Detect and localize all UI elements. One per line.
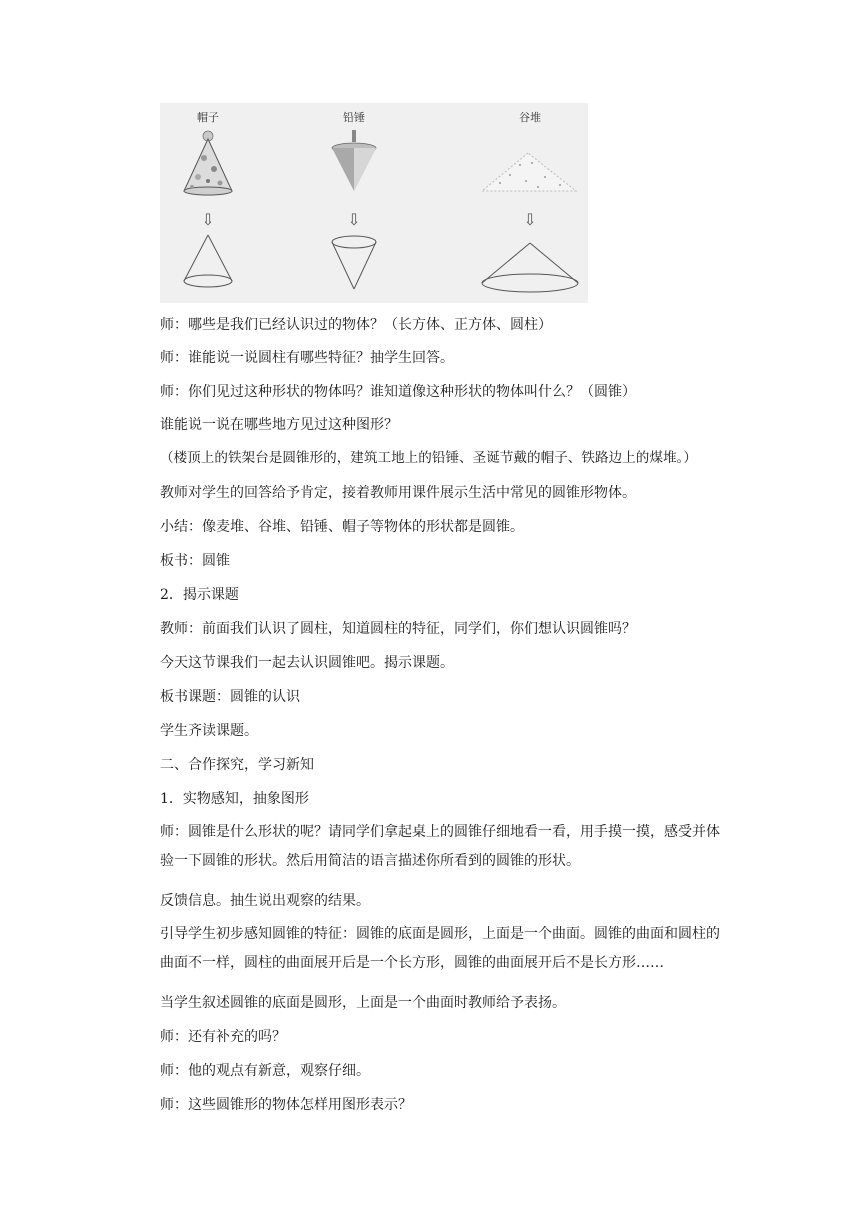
paragraph-4: 谁能说一说在哪些地方见过这种图形？: [160, 417, 398, 433]
label-hat: 帽子: [197, 111, 219, 124]
paragraph-12: 学生齐读课题。: [160, 723, 258, 739]
paragraph-5: （楼顶上的铁架台是圆锥形的，建筑工地上的铅锤、圣诞节戴的帽子、铁路边上的煤堆。）: [160, 450, 697, 466]
paragraph-6: 教师对学生的回答给予肯定，接着教师用课件展示生活中常见的圆锥形物体。: [160, 485, 636, 501]
plumb-bob-picture: [332, 130, 376, 191]
down-arrow-icon: ⇩: [201, 210, 215, 229]
paragraph-19: 师：这些圆锥形的物体怎样用图形表示？: [160, 1097, 412, 1113]
paragraph-10: 今天这节课我们一起去认识圆锥吧。揭示课题。: [160, 655, 454, 671]
paragraph-9: 教师：前面我们认识了圆柱，知道圆柱的特征，同学们，你们想认识圆锥吗？: [160, 621, 636, 637]
cone-diagram-wide: [482, 243, 578, 292]
paragraph-2: 师：谁能说一说圆柱有哪些特征？抽学生回答。: [160, 350, 454, 366]
paragraph-16: 当学生叙述圆锥的底面是圆形，上面是一个曲面时教师给予表扬。: [160, 995, 566, 1011]
cone-objects-figure: [160, 103, 588, 303]
party-hat-picture: [184, 131, 232, 195]
paragraph-18: 师：他的观点有新意，观察仔细。: [160, 1063, 370, 1079]
paragraph-3: 师：你们见过这种形状的物体吗？谁知道像这种形状的物体叫什么？（圆锥）: [160, 384, 636, 400]
paragraph-14: 反馈信息。抽生说出观察的结果。: [160, 893, 370, 909]
cone-diagram-inverted: [332, 236, 376, 289]
grain-pile-picture: [482, 153, 576, 191]
paragraph-13: 师：圆锥是什么形状的呢？请同学们拿起桌上的圆锥仔细地看一看，用手摸一摸，感受并体验一下圆锥的形状。然后用简洁的语言描述你所看到的圆锥的形状。: [160, 824, 720, 869]
section-heading-2: 2．揭示课题: [160, 587, 239, 603]
paragraph-11: 板书课题：圆锥的认识: [160, 689, 300, 705]
cone-figure-svg: [160, 103, 588, 303]
down-arrow-icon: ⇩: [523, 210, 537, 229]
paragraph-1: 师：哪些是我们已经认识过的物体？（长方体、正方体、圆柱）: [160, 317, 552, 333]
section-heading-1: 1．实物感知，抽象图形: [160, 791, 309, 807]
paragraph-17: 师：还有补充的吗？: [160, 1029, 286, 1045]
cone-diagram-upright: [184, 235, 232, 287]
down-arrow-icon: ⇩: [347, 210, 361, 229]
paragraph-8: 板书：圆锥: [160, 553, 230, 569]
label-plumb: 铅锤: [343, 111, 365, 124]
section-heading-main: 二、合作探究，学习新知: [160, 757, 314, 773]
paragraph-7: 小结：像麦堆、谷堆、铅锤、帽子等物体的形状都是圆锥。: [160, 519, 524, 535]
label-grain-pile: 谷堆: [519, 111, 541, 124]
paragraph-15: 引导学生初步感知圆锥的特征：圆锥的底面是圆形，上面是一个曲面。圆锥的曲面和圆柱的曲面不一样，圆柱的曲面展开后是一个长方形，圆锥的曲面展开后不是长方形……: [160, 926, 720, 971]
